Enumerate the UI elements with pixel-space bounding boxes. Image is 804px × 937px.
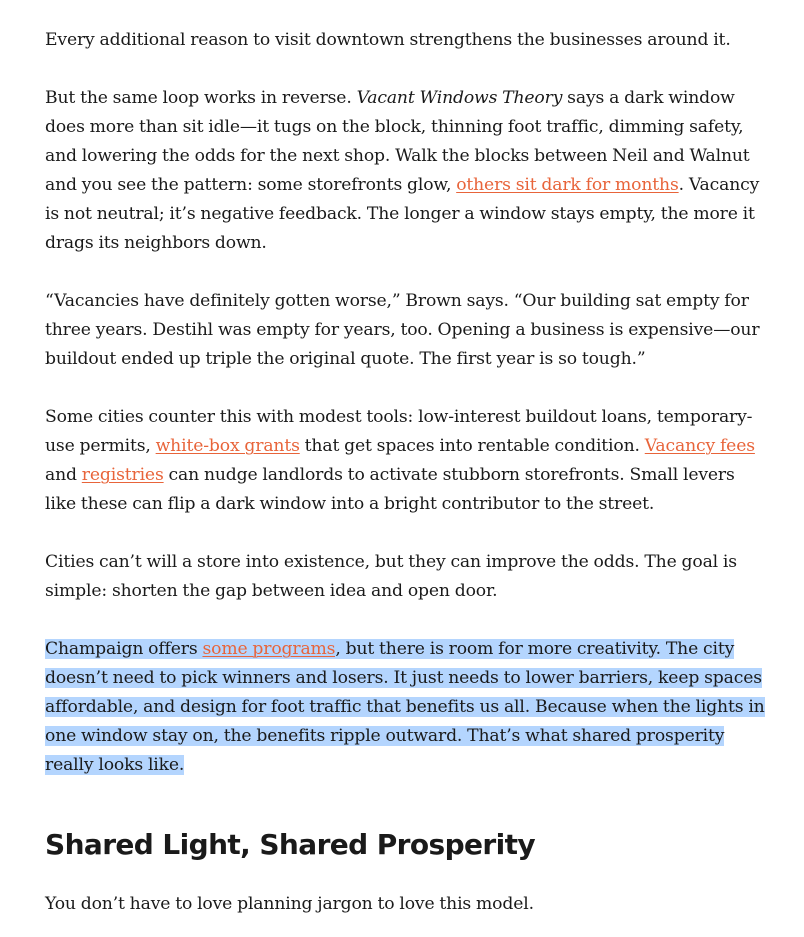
article-body <box>45 26 765 919</box>
link-white-box-grants[interactable]: white-box grants <box>155 436 300 456</box>
paragraph-vacant-windows <box>45 84 765 258</box>
link-some-programs[interactable]: some programs <box>202 639 336 659</box>
link-registries[interactable]: registries <box>81 465 164 485</box>
paragraph-downtown: Every additional reason to visit downtown strengthens the businesses around it. <box>45 30 731 50</box>
paragraph-improve-odds: Cities can’t will a store into existence, but they can improve the odds. The goal is simple: shorten the gap between idea and open door. <box>45 552 737 601</box>
link-vacancy-fees[interactable]: Vacancy fees <box>644 436 755 456</box>
selected-text: Champaign offers <box>45 639 203 659</box>
selected-text: , but there is room for more creativity. The city doesn’t need to pick winners and losers. It just needs to lower barriers, keep spaces affordable, and design for foot traffic that benefits us all. Because when the lights in one window stay on, the benefits ripple outward. That’s what shared prosperity really looks like. <box>45 639 765 775</box>
text-run: Some cities counter this with modest tools: low-interest buildout loans, temporary-use permits, <box>45 407 753 456</box>
paragraph-city-tools <box>45 403 765 519</box>
text-run: and <box>45 465 82 485</box>
theory-name: Vacant Windows Theory <box>356 88 563 108</box>
text-run: . Vacancy is not neutral; it’s negative feedback. The longer a window stays empty, the more it drags its neighbors down. <box>45 175 760 253</box>
text-run: says a dark window does more than sit idle—it tugs on the block, thinning foot traffic, dimming safety, and lowering the odds for the next shop. Walk the blocks between Neil and Walnut and you see the pattern: some storefronts glow, <box>45 88 750 195</box>
link-others-sit-dark[interactable]: others sit dark for months <box>456 175 679 195</box>
text-run: But the same loop works in reverse. <box>45 88 357 108</box>
section-heading: Shared Light, Shared Prosperity <box>45 828 536 861</box>
paragraph-planning-jargon: You don’t have to love planning jargon to love this model. <box>45 894 534 914</box>
paragraph-champaign-selected[interactable] <box>45 635 765 780</box>
paragraph-brown-quote: “Vacancies have definitely gotten worse,” Brown says. “Our building sat empty for three years. Destihl was empty for years, too. Opening a business is expensive—our buildout ended up triple the original quote. The first year is so tough.” <box>45 291 760 369</box>
text-run: that get spaces into rentable condition. <box>299 436 645 456</box>
text-run: can nudge landlords to activate stubborn storefronts. Small levers like these can flip a dark window into a bright contributor to the street. <box>45 465 735 514</box>
